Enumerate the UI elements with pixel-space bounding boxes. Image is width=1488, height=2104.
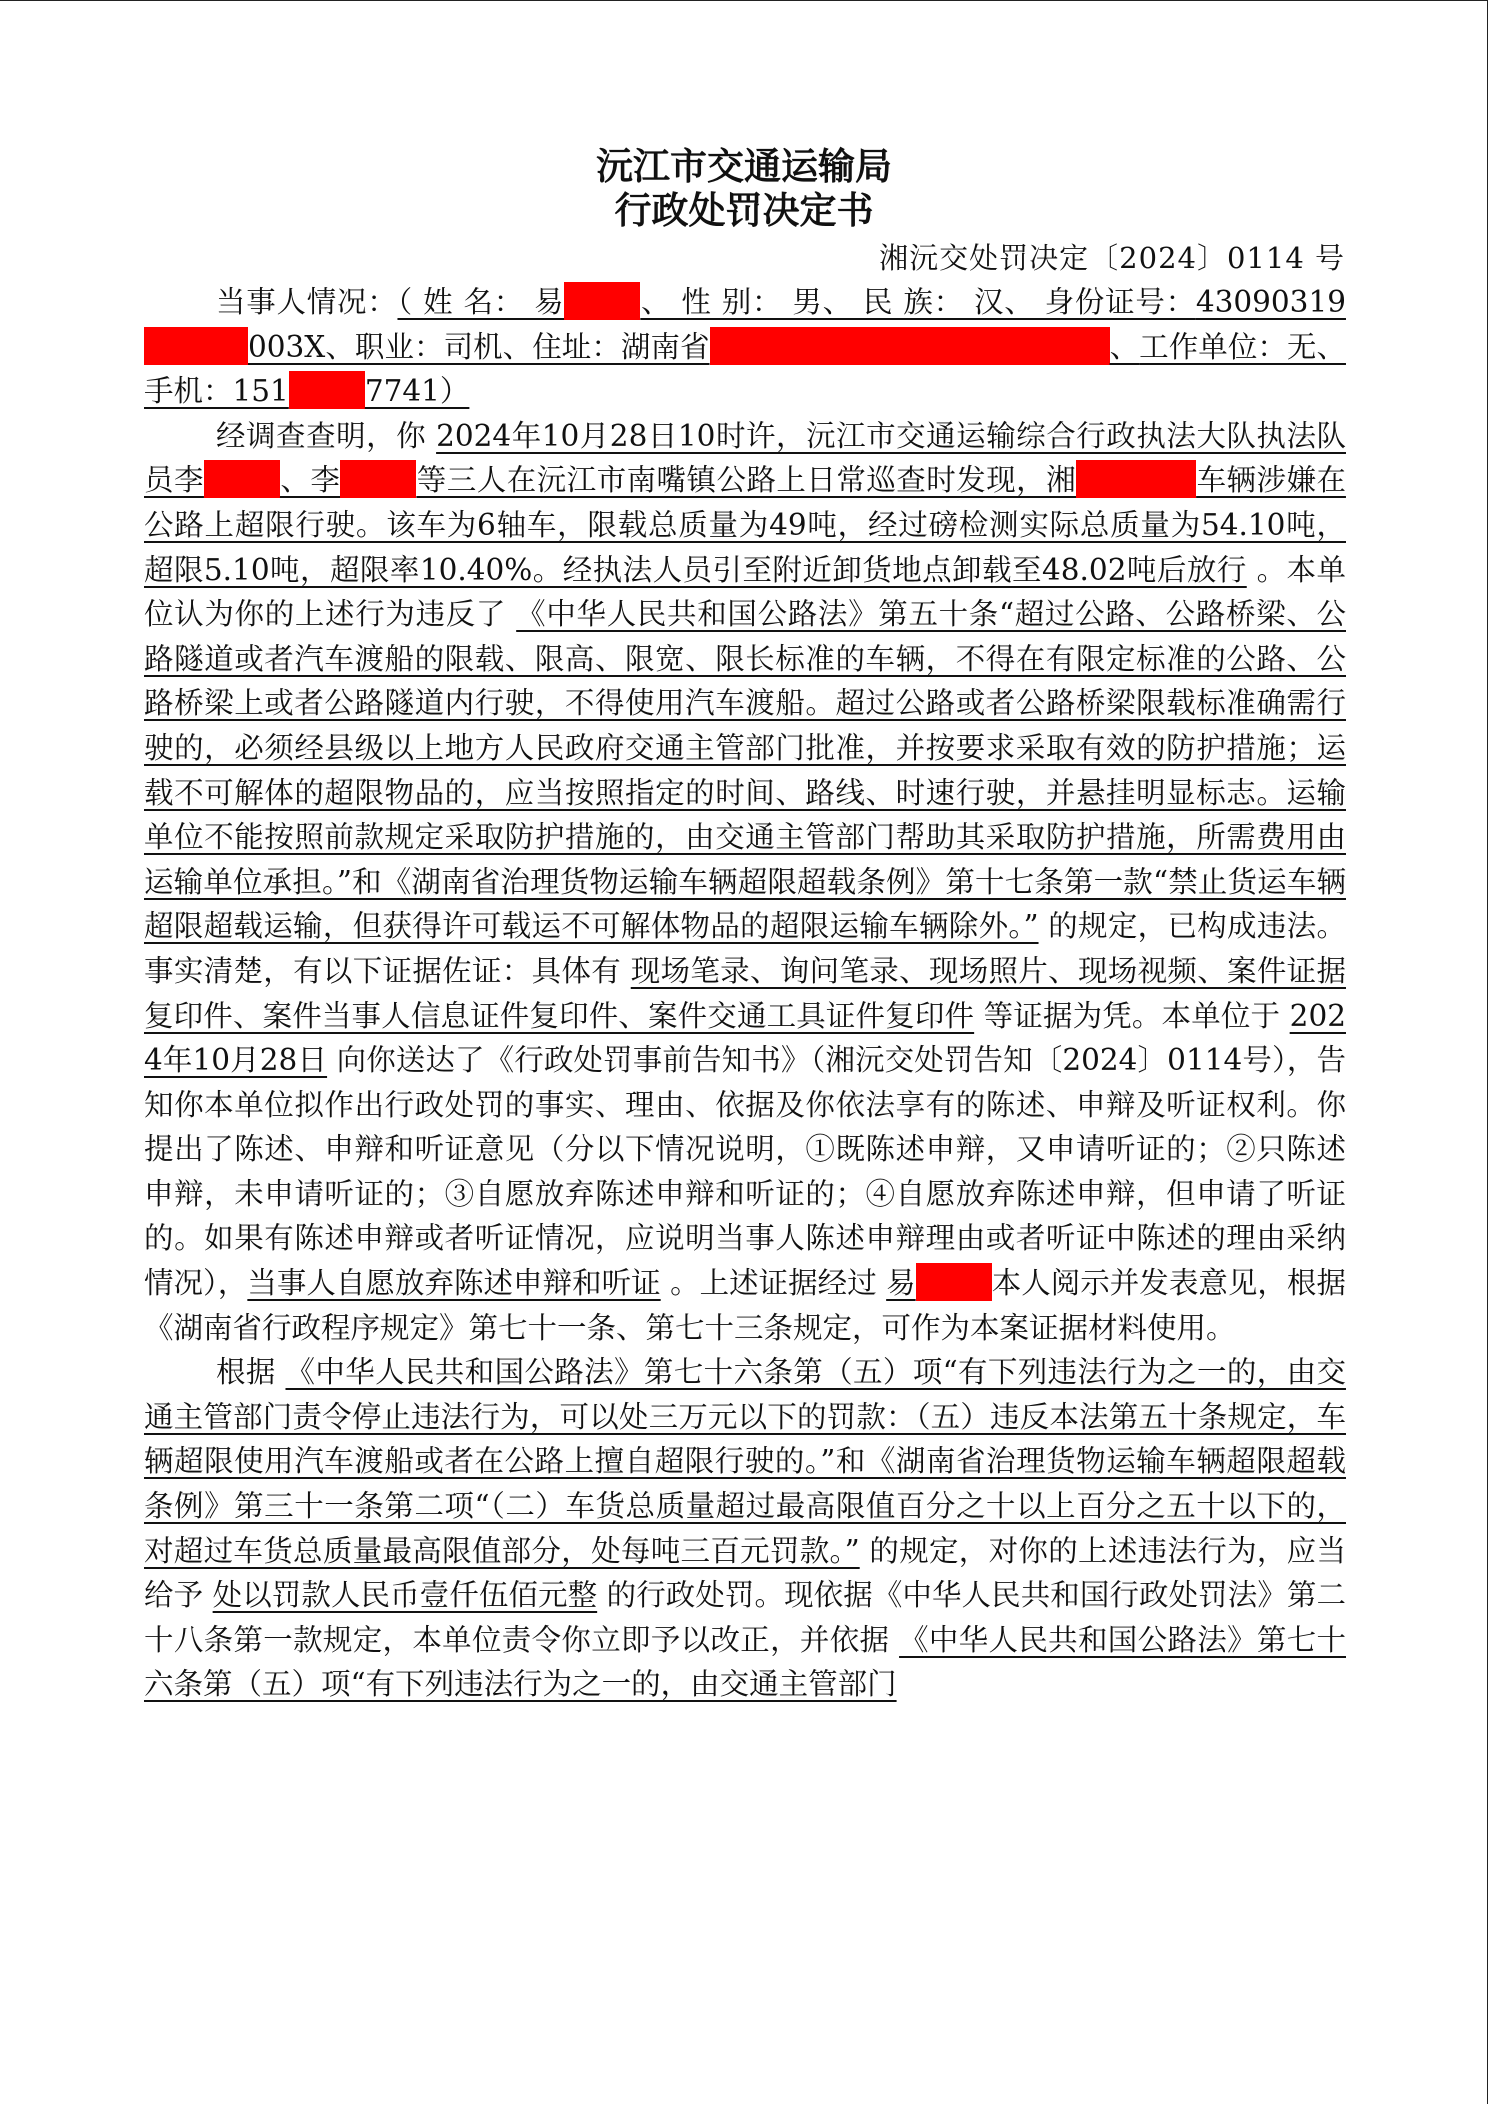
- redaction-box: [710, 327, 1110, 365]
- facts-evidence-list: 现场笔录、询问笔录、现场照片、现场视频、案件证据复印件、案件当事人信息证件复印件、案件交通工具证件复印件: [144, 953, 1346, 1033]
- basis-intro: 根据: [216, 1355, 286, 1390]
- document-number: 湘沅交处罚决定〔2024〕0114 号: [879, 241, 1345, 275]
- document-type-title: 行政处罚决定书: [614, 189, 874, 232]
- facts-law-citation: 《中华人民共和国公路法》第五十条“超过公路、公路桥梁、公路隧道或者汽车渡船的限载、限高、限宽、限长标准的车辆，不得在有限定标准的公路、公路桥梁上或者公路隧道内行驶，不得使用汽车渡船。超过公路或者公路桥梁限载标准确需行驶的，必须经县级以上地方人民政府交通主管部门批准，并按要求采取有效的防护措施；运载不可解体的超限物品的，应当按照指定的时间、路线、时速行驶，并悬挂明显标志。运输单位不能按照前款规定采取防护措施的，由交通主管部门帮助其采取防护措施，所需费用由运输单位承担。”和《湖南省治理货物运输车辆超限超载条例》第十七条第一款“禁止货运车辆超限超载运输，但获得许可载运不可解体物品的超限运输车辆除外。”: [144, 597, 1346, 944]
- facts-violation-lead: 。本单位认为你的上述行为违反了: [144, 552, 1346, 632]
- facts-reviewer-surname: 易: [886, 1266, 916, 1301]
- basis-law-citation-2: 《中华人民共和国公路法》第七十六条第（五）项“有下列违法行为之一的，由交通主管部门: [144, 1622, 1346, 1702]
- party-phone-suffix: 7741）: [364, 374, 470, 409]
- basis-penalty-lead: 的规定，对你的上述违法行为，应当给予: [144, 1533, 1346, 1613]
- facts-text-2: 、李: [279, 463, 341, 498]
- basis-correction-text: 的行政处罚。现依据《中华人民共和国行政处罚法》第二十八条第一款规定，本单位责令你立即予以改正，并依据: [144, 1578, 1346, 1657]
- redaction-box: [289, 371, 365, 409]
- redaction-box: [204, 460, 280, 498]
- facts-notice-date: 2024年10月28日: [144, 998, 1346, 1078]
- basis-penalty-amount: 处以罚款人民币壹仟伍佰元整: [212, 1578, 598, 1613]
- party-name-label: （ 姓 名： 易: [397, 285, 565, 319]
- facts-notice-text: 向你送达了《行政处罚事前告知书》（湘沅交处罚告知〔2024〕0114号），告知你本单位拟作出行政处罚的事实、理由、依据及你依法享有的陈述、申辩及听证权利。你提出了陈述、申辩和听证意见（分以下情况说明，①既陈述申辩，又申请听证的；②只陈述申辩，未申请听证的；③自愿放弃陈述申辩和听证的；④自愿放弃陈述申辩，但申请了听证的。如果有陈述申辩或者听证情况，应说明当事人陈述申辩理由或者听证中陈述的理由采纳情况），: [144, 1043, 1346, 1301]
- facts-review-text: 本人阅示并发表意见，根据《湖南省行政程序规定》第七十一条、第七十三条规定，可作为本案证据材料使用。: [144, 1266, 1346, 1345]
- redaction-box: [916, 1263, 992, 1301]
- party-workplace-phone: 工作单位：无、手机：151: [144, 329, 1346, 409]
- facts-notice-lead: 等证据为凭。本单位于: [974, 998, 1290, 1033]
- redaction-box: [564, 282, 640, 320]
- facts-paragraph: [144, 414, 1346, 1350]
- redaction-box: [1076, 460, 1196, 498]
- party-lead: 当事人情况：: [216, 285, 398, 319]
- facts-intro: 经调查查明，你: [216, 418, 437, 453]
- facts-reviewer: [886, 1266, 992, 1300]
- redaction-box: [340, 460, 416, 498]
- document-body: [144, 280, 1346, 1707]
- facts-review-lead: 。上述证据经过: [660, 1266, 887, 1301]
- basis-law-citation: 《中华人民共和国公路法》第七十六条第（五）项“有下列违法行为之一的，由交通主管部门责令停止违法行为，可以处三万元以下的罚款：（五）违反本法第五十条规定，车辆超限使用汽车渡船或者在公路上擅自超限行驶的。”和《湖南省治理货物运输车辆超限超载条例》第三十一条第二项“（二）车货总质量超过最高限值百分之十以上百分之五十以下的，对超过车货总质量最高限值部分，处每吨三百元罚款。”: [144, 1355, 1346, 1568]
- agency-title: 沅江市交通运输局: [596, 145, 892, 188]
- redaction-box: [144, 327, 248, 365]
- party-separator: 、: [1109, 329, 1140, 364]
- facts-text-3: 等三人在沅江市南嘴镇公路上日常巡查时发现，湘: [416, 463, 1077, 498]
- basis-paragraph: [144, 1350, 1346, 1707]
- facts-text-1: 2024年10月28日10时许，沅江市交通运输综合行政执法大队执法队员李: [144, 418, 1346, 498]
- party-occupation-address: 003X、职业：司机、住址：湖南省: [248, 329, 710, 364]
- party-gender-ethnicity: 、 性 别： 男、 民 族： 汉、 身份证号：: [640, 285, 1196, 319]
- facts-hearing-waiver: 当事人自愿放弃陈述申辩和听证: [247, 1266, 661, 1301]
- party-paragraph: [144, 280, 1346, 414]
- facts-evidence-lead: 的规定，已构成违法。事实清楚，有以下证据佐证：具体有: [144, 909, 1346, 988]
- party-id-prefix: 43090319: [1195, 285, 1346, 319]
- facts-text-4: 车辆涉嫌在公路上超限行驶。该车为6轴车，限载总质量为49吨，经过磅检测实际总质量为54.10吨，超限5.10吨，超限率10.40%。经执法人员引至附近卸货地点卸载至48.02吨后放行: [144, 463, 1346, 587]
